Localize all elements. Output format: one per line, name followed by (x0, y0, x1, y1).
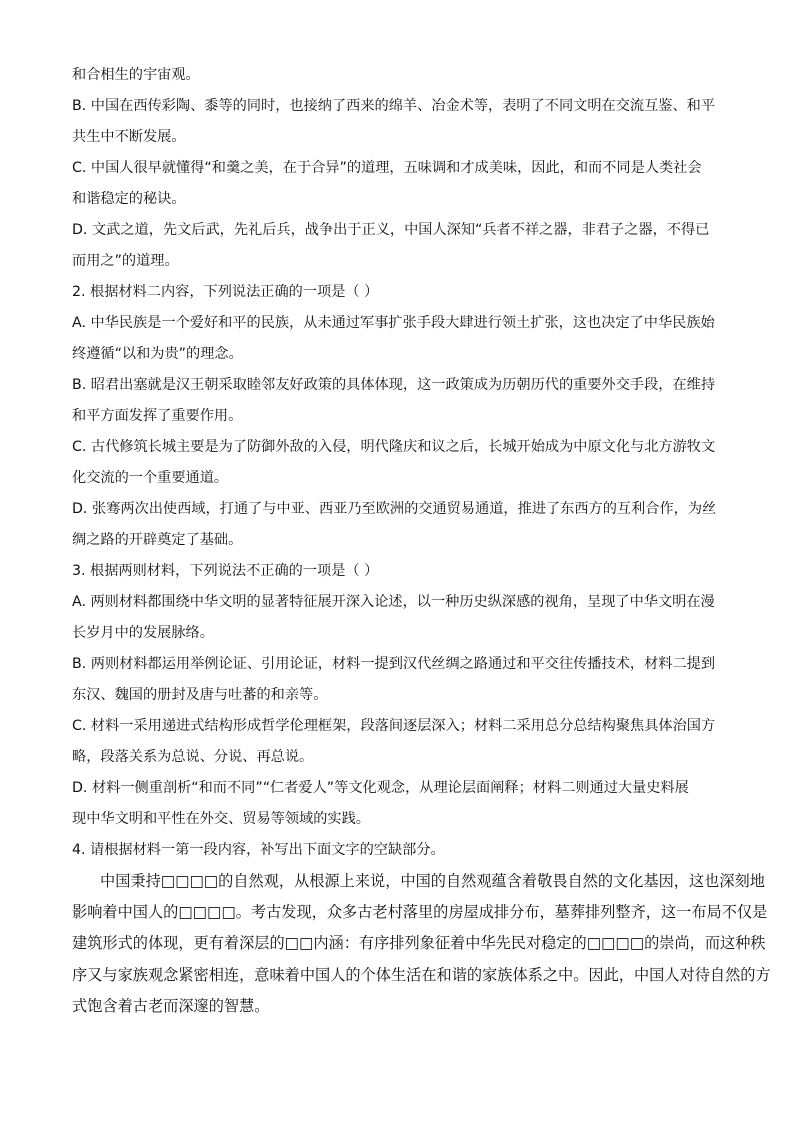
q1-continuation-line: 和合相生的宇宙观。 (72, 67, 200, 83)
option-text-line: 长岁月中的发展脉络。 (72, 625, 214, 641)
option-text-line: B. 昭君出塞就是汉王朝采取睦邻友好政策的具体体现，这一政策成为历朝历代的重要外交手段，在维持 (72, 377, 716, 393)
option-text-line: C. 古代修筑长城主要是为了防御外敌的入侵，明代隆庆和议之后，长城开始成为中原文化与北方游牧文 (72, 439, 716, 455)
q2-option-a (72, 308, 722, 370)
q1-option-d (72, 215, 722, 277)
fill-in-passage (72, 866, 771, 1022)
option-text-line: 略，段落关系为总说、分说、再总说。 (72, 749, 314, 765)
passage-line: 式饱含着古老而深邃的智慧。 (72, 996, 270, 1015)
q2-option-d (72, 494, 722, 556)
option-text-line: 东汉、魏国的册封及唐与吐蕃的和亲等。 (72, 687, 328, 703)
passage-line: 影响着中国人的□□□□。考古发现，众多古老村落里的房屋成排分布，墓葬排列整齐，这一布局不仅是 (72, 903, 768, 922)
option-text-line: 终遵循“以和为贵”的理念。 (72, 346, 243, 362)
option-text-line: 和平方面发挥了重要作用。 (72, 408, 243, 424)
q1-option-c (72, 153, 722, 215)
q3-option-c (72, 711, 722, 773)
option-text-line: C. 材料一采用递进式结构形成哲学伦理框架，段落间逐层深入；材料二采用总分总结构聚焦具体治国方 (72, 718, 716, 734)
question-2-stem: 2. 根据材料二内容，下列说法正确的一项是（ ） (72, 284, 379, 300)
option-text-line: 而用之”的道理。 (72, 253, 179, 269)
option-text-line: A. 中华民族是一个爱好和平的民族，从未通过军事扩张手段大肆进行领土扩张，这也决定了中华民族始 (72, 315, 715, 331)
option-text-line: A. 两则材料都围绕中华文明的显著特征展开深入论述，以一种历史纵深感的视角，呈现了中华文明在漫 (72, 594, 715, 610)
option-text-line: 化交流的一个重要通道。 (72, 470, 229, 486)
option-text-line: B. 中国在西传彩陶、黍等的同时，也接纳了西来的绵羊、冶金术等，表明了不同文明在交流互鉴、和平 (72, 98, 716, 114)
q1-option-b (72, 91, 722, 153)
option-text-line: 和谐稳定的秘诀。 (72, 191, 186, 207)
question-4-stem: 4. 请根据材料一第一段内容，补写出下面文字的空缺部分。 (72, 842, 445, 858)
question-3-stem: 3. 根据两则材料，下列说法不正确的一项是（ ） (72, 563, 379, 579)
option-text-line: C. 中国人很早就懂得“和羹之美，在于合异”的道理，五味调和才成美味，因此，和而不同是人类社会 (72, 160, 702, 176)
document-page (72, 60, 771, 1022)
option-text-line: D. 文武之道，先文后武，先礼后兵，战争出于正义，中国人深知“兵者不祥之器，非君子之器，不得已 (72, 222, 710, 238)
option-text-line: 绸之路的开辟奠定了基础。 (72, 532, 243, 548)
q3-option-b (72, 649, 722, 711)
option-text-line: B. 两则材料都运用举例论证、引用论证，材料一提到汉代丝绸之路通过和平交往传播技术，材料二提到 (72, 656, 716, 672)
option-text-line: D. 张骞两次出使西域，打通了与中亚、西亚乃至欧洲的交通贸易通道，推进了东西方的互利合作，为丝 (72, 501, 717, 517)
passage-line: 建筑形式的体现，更有着深层的□□内涵：有序排列象征着中华先民对稳定的□□□□的崇尚，而这种秩 (72, 934, 766, 953)
q2-option-b (72, 370, 722, 432)
option-text-line: 共生中不断发展。 (72, 129, 186, 145)
q2-option-c (72, 432, 722, 494)
option-text-line: 现中华文明和平性在外交、贸易等领域的实践。 (72, 811, 370, 827)
q3-option-a (72, 587, 722, 649)
q3-option-d (72, 773, 722, 835)
passage-line: 中国秉持□□□□的自然观，从根源上来说，中国的自然观蕴含着敬畏自然的文化基因，这也深刻地 (100, 872, 765, 890)
passage-line: 序又与家族观念紧密相连，意味着中国人的个体生活在和谐的家族体系之中。因此，中国人对待自然的方 (72, 965, 771, 984)
option-text-line: D. 材料一侧重剖析“和而不同”“仁者爱人”等文化观念，从理论层面阐释；材料二则通过大量史料展 (72, 780, 689, 796)
